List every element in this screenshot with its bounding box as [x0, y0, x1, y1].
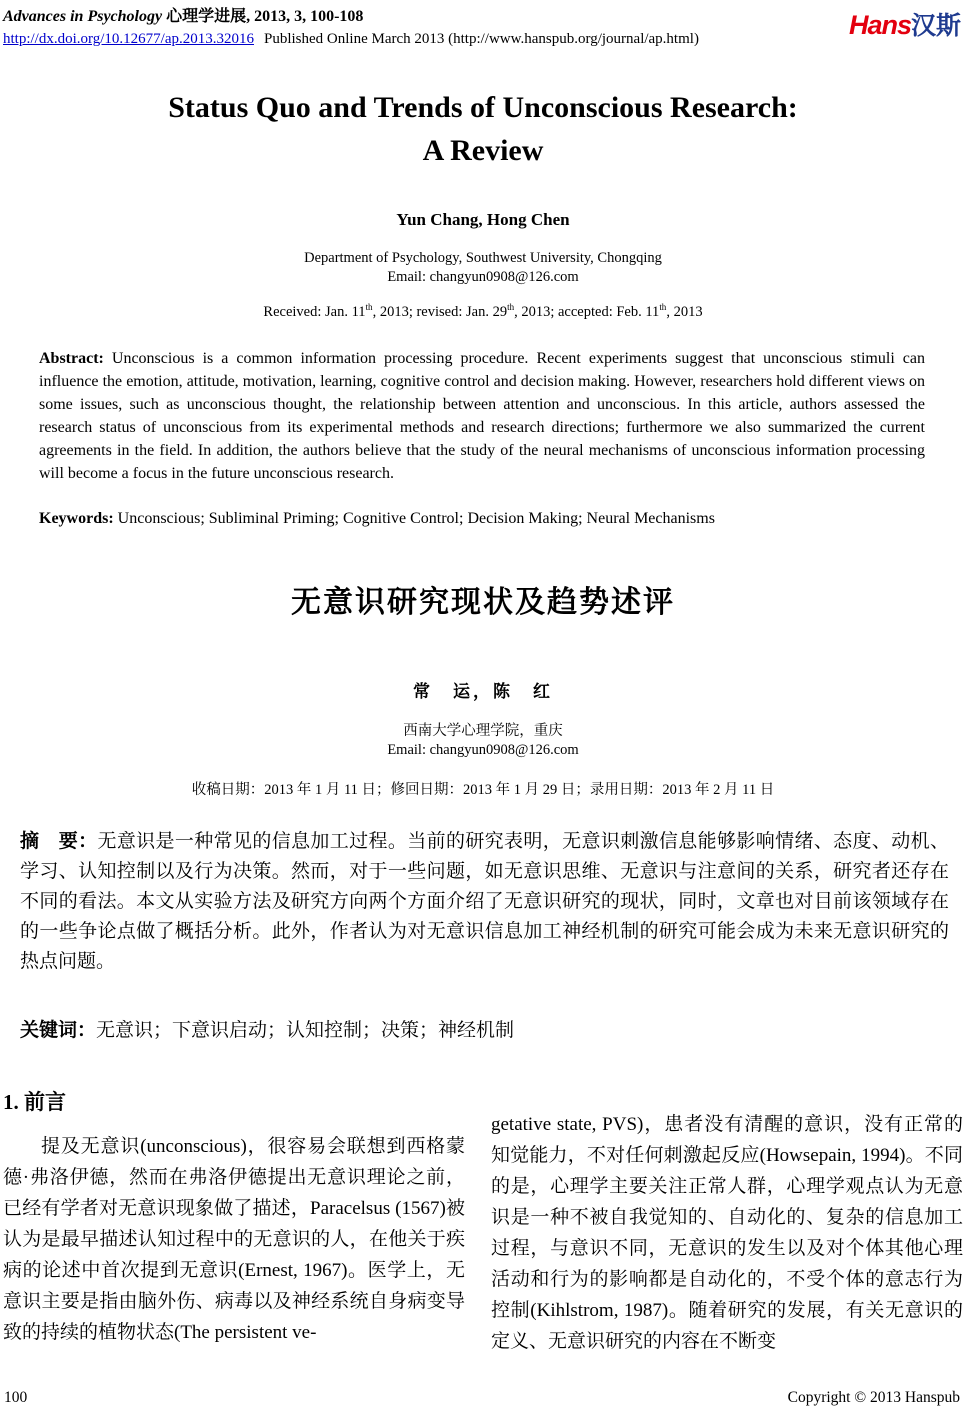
article-title-line1: Status Quo and Trends of Unconscious Research: — [168, 91, 798, 124]
article-title-english — [3, 86, 963, 172]
abstract-label-english: Abstract: — [39, 350, 104, 367]
affiliation-block-chinese — [3, 722, 963, 760]
published-online-text: Published Online March 2013 (http://www.hanspub.org/journal/ap.html) — [263, 31, 699, 47]
affiliation-english: Department of Psychology, Southwest University, Chongqing — [304, 250, 662, 266]
body-columns — [3, 1088, 963, 1357]
journal-name-english: Advances in Psychology — [3, 8, 163, 25]
authors-english: Yun Chang, Hong Chen — [396, 210, 570, 229]
keywords-text-chinese: 无意识；下意识启动；认知控制；决策；神经机制 — [96, 1020, 515, 1041]
column-gutter — [465, 1088, 491, 1357]
accepted-text: , 2013; accepted: Feb. 11 — [514, 304, 660, 320]
received-superscript: th — [365, 302, 373, 313]
page-number: 100 — [4, 1389, 28, 1406]
authors-chinese: 常 运，陈 红 — [413, 682, 553, 701]
body-column-right — [491, 1088, 963, 1357]
article-title-line2: A Review — [422, 134, 544, 167]
keywords-chinese — [20, 1016, 949, 1046]
affiliation-block-english — [3, 249, 963, 287]
revised-text: , 2013; revised: Jan. 29 — [372, 304, 508, 320]
doi-line — [3, 29, 699, 50]
affiliation-chinese: 西南大学心理学院，重庆 — [403, 723, 563, 739]
copyright-text: Copyright © 2013 Hanspub — [787, 1389, 960, 1406]
doi-link[interactable]: http://dx.doi.org/10.12677/ap.2013.32016 — [3, 31, 254, 47]
journal-name-chinese: 心理学进展, 2013, 3, 100-108 — [162, 8, 364, 25]
section-1-heading: 1. 前言 — [3, 1090, 66, 1114]
keywords-english — [39, 507, 925, 530]
page-footer — [4, 1389, 960, 1407]
email-english: Email: changyun0908@126.com — [387, 269, 579, 285]
abstract-chinese — [20, 827, 949, 977]
article-title-chinese: 无意识研究现状及趋势述评 — [291, 586, 675, 619]
body-column-left — [3, 1088, 465, 1357]
abstract-text-chinese: 无意识是一种常见的信息加工过程。当前的研究表明，无意识刺激信息能够影响情绪、态度、动机、学习、认知控制以及行为决策。然而，对于一些问题，如无意识思维、无意识与注意间的关系，研究者还存在不同的看法。本文从实验方法及研究方向两个方面介绍了无意识研究的现状，同时，文章也对目前该领域存在的一些争论点做了概括分析。此外，作者认为对无意识信息加工神经机制的研究可能会成为未来无意识研究的热点问题。 — [20, 831, 949, 972]
keywords-text-english: Unconscious; Subliminal Priming; Cognitive Control; Decision Making; Neural Mechanisms — [113, 510, 715, 527]
received-dates-chinese: 收稿日期：2013 年 1 月 11 日；修回日期：2013 年 1 月 29 日；录用日期：2013 年 2 月 11 日 — [191, 782, 775, 798]
journal-header — [3, 6, 963, 50]
journal-title-line — [3, 6, 699, 27]
keywords-label-chinese: 关键词： — [20, 1020, 97, 1041]
abstract-english — [39, 347, 925, 485]
accepted-superscript: th — [659, 302, 667, 313]
accepted-year-text: , 2013 — [666, 304, 703, 320]
section-1-paragraph-left: 提及无意识(unconscious)，很容易会联想到西格蒙德·弗洛伊德，然而在弗洛伊德提出无意识理论之前，已经有学者对无意识现象做了描述，Paracelsus (1567)被认为是最早描述认知过程中的无意识的人，在他关于疾病的论述中首次提到无意识(Ernest, 1967)。医学上，无意识主要是指由脑外伤、病毒以及神经系统自身病变导致的持续的植物状态(The persistent ve- — [3, 1136, 465, 1343]
section-1-paragraph-right: getative state, PVS)，患者没有清醒的意识，没有正常的知觉能力，不对任何刺激起反应(Howsepain, 1994)。不同的是，心理学主要关注正常人群，心理学观点认为无意识是一种不被自我觉知的、自动化的、复杂的信息加工过程，与意识不同，无意识的发生以及对个体其他心理活动和行为的影响都是自动化的，不受个体的意志行为控制(Kihlstrom, 1987)。随着研究的发展，有关无意识的定义、无意识研究的内容在不断变 — [491, 1114, 963, 1352]
hanspub-logo — [849, 6, 963, 42]
abstract-text-english: Unconscious is a common information processing procedure. Recent experiments suggest that unconscious stimuli can influence the emotion, attitude, motivation, learning, cognitive control and decision making. However, researchers hold different views on some issues, such as unconscious thought, the relationship between attention and unconscious. In this article, authors assessed the research status of unconscious from its experimental methods and research directions; furthermore we also summarized the current agreements in the field. In addition, the authors believe that the study of the neural mechanisms of unconscious information processing will become a focus in the future unconscious research. — [39, 350, 925, 482]
hanspub-logo-latin: Hans — [848, 10, 911, 40]
received-text: Received: Jan. 11 — [263, 304, 366, 320]
revised-superscript: th — [507, 302, 515, 313]
journal-info — [3, 6, 699, 50]
abstract-label-chinese: 摘 要： — [20, 831, 98, 852]
keywords-label-english: Keywords: — [39, 510, 114, 527]
hanspub-logo-cjk: 汉斯 — [910, 12, 961, 40]
email-chinese: Email: changyun0908@126.com — [387, 742, 579, 758]
received-dates-english — [3, 304, 963, 321]
